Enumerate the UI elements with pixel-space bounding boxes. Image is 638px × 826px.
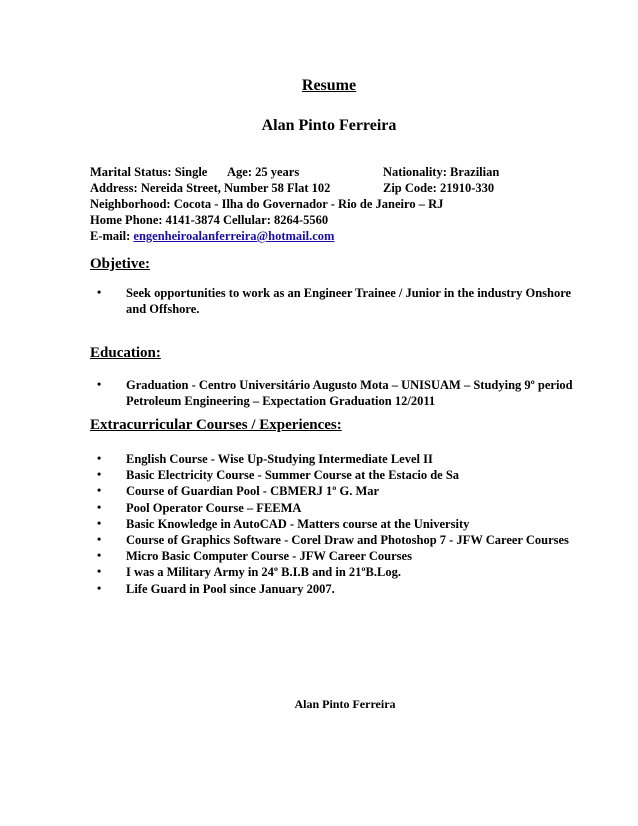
education-heading: Education: [90,345,161,361]
objective-line-2: and Offshore. [126,302,200,316]
education-line-2: Petroleum Engineering – Expectation Graduation 12/2011 [126,394,436,408]
nationality: Nationality: Brazilian [383,165,500,179]
education-line-1: Graduation - Centro Universitário Augusto Mota – UNISUAM – Studying 9º period [126,378,573,392]
zip-code: Zip Code: 21910-330 [383,181,495,195]
bullet-icon: • [97,548,102,562]
marital-status: Marital Status: Single [90,165,208,179]
phones: Home Phone: 4141-3874 Cellular: 8264-5560 [90,213,329,227]
bullet-icon: • [97,467,102,481]
course-item: Basic Knowledge in AutoCAD - Matters course at the University [126,517,470,531]
objective-line-1: Seek opportunities to work as an Engineer Trainee / Junior in the industry Onshore [126,286,572,300]
bullet-icon: • [97,532,102,546]
age: Age: 25 years [227,165,300,179]
bullet-icon: • [97,285,102,299]
bullet-icon: • [97,564,102,578]
bullet-icon: • [97,516,102,530]
address: Address: Nereida Street, Number 58 Flat 102 [90,181,331,195]
bullet-icon: • [97,377,102,391]
course-item: Course of Graphics Software - Corel Draw and Photoshop 7 - JFW Career Courses [126,533,569,547]
email-link[interactable]: engenheiroalanferreira@hotmail.com [133,229,335,243]
candidate-name: Alan Pinto Ferreira [261,117,397,134]
course-item: Pool Operator Course – FEEMA [126,501,302,515]
course-item: I was a Military Army in 24º B.I.B and in 21ºB.Log. [126,565,401,579]
bullet-icon: • [97,500,102,514]
bullet-icon: • [97,581,102,595]
courses-heading: Extracurricular Courses / Experiences: [90,417,342,433]
course-item: Micro Basic Computer Course - JFW Career Courses [126,549,412,563]
course-item: Course of Guardian Pool - CBMERJ 1º G. Mar [126,484,380,498]
neighborhood: Neighborhood: Cocota - Ilha do Governador - Rio de Janeiro – RJ [90,197,444,211]
bullet-icon: • [97,451,102,465]
resume-title: Resume [301,77,357,94]
email-row [90,228,334,244]
course-item: Life Guard in Pool since January 2007. [126,582,335,596]
email-label: E-mail: [90,229,131,243]
course-item: Basic Electricity Course - Summer Course at the Estacio de Sa [126,468,460,482]
signature: Alan Pinto Ferreira [294,697,396,711]
course-item: English Course - Wise Up-Studying Intermediate Level II [126,452,433,466]
objective-heading: Objetive: [90,256,150,272]
bullet-icon: • [97,483,102,497]
